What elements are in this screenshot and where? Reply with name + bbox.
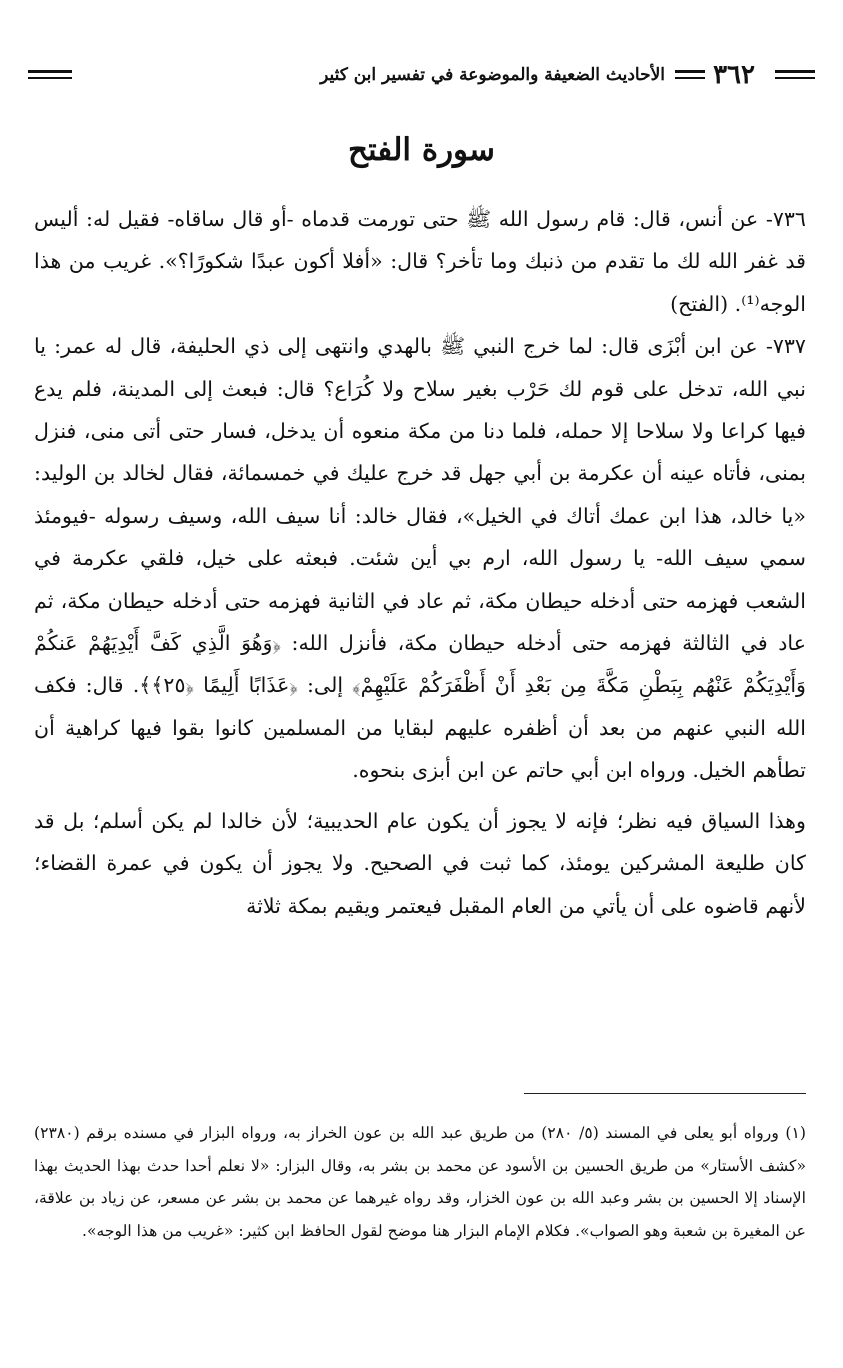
header-rule xyxy=(675,77,705,79)
hadith-736: ٧٣٦- عن أنس، قال: قام رسول الله ﷺ حتى تورمت قدماه -أو قال ساقاه- فقيل له: أليس قد غفر الله لك ما تقدم من ذنبك وما تأخر؟ قال: «أفلا أكون عبدًا شكورًا؟». غريب من هذا الوجه⁽¹⁾. (الفتح) xyxy=(34,207,806,316)
header-rule xyxy=(28,70,72,73)
header-rule xyxy=(775,77,815,79)
main-text xyxy=(34,198,806,927)
page-number: ٣٦٢ xyxy=(713,60,755,90)
footnote-separator xyxy=(524,1093,806,1094)
header-rule xyxy=(28,77,72,79)
page-header xyxy=(28,58,815,92)
surah-title: سورة الفتح xyxy=(347,132,496,168)
footnote-1: (١) ورواه أبو يعلى في المسند (٥/ ٢٨٠) من طريق عبد الله بن عون الخراز به، ورواه البزار في مسنده برقم (٢٣٨٠) «كشف الأستار» من طريق الحسين بن الأسود عن محمد بن بشر به، وقال البزار: «لا نعلم أحدا حدث بهذا الحديث بهذا الإسناد إلا الحسين بن بشر وعبد الله بن عون الخزار، وقد رواه غيرهما عن محمد بن بشر عن مسعر، عن زياد بن علاقة، عن المغيرة بن شعبة وهو الصواب». فكلام الإمام البزار هنا موضح لقول الحافظ ابن كثير: «غريب من هذا الوجه». xyxy=(34,1124,806,1240)
footnotes xyxy=(34,1117,806,1247)
hadith-737: ٧٣٧- عن ابن أبْزَى قال: لما خرج النبي ﷺ بالهدي وانتهى إلى ذي الحليفة، قال له عمر: يا نبي الله، تدخل على قوم لك حَرْب بغير سلاح ولا كُرَاع؟ قال: فبعث إلى المدينة، فلم يدع فيها كراعا ولا سلاحا إلا حمله، فلما دنا من مكة منعوه أن يدخل، فسار حتى أتى منى، فنزل بمنى، فأتاه عينه أن عكرمة بن أبي جهل قد خرج عليك في خمسمائة، فقال لخالد بن الوليد: «يا خالد، هذا ابن عمك أتاك في الخيل»، فقال خالد: أنا سيف الله، وسيف رسوله -فيومئذ سمي سيف الله- يا رسول الله، ارم بي أين شئت. فبعثه على خيل، فلقي عكرمة في الشعب فهزمه حتى أدخله حيطان مكة، ثم عاد في الثانية فهزمه حتى أدخله حيطان مكة، ثم عاد في الثالثة فهزمه حتى أدخله حيطان مكة، فأنزل الله: ﴿وَهُوَ الَّذِي كَفَّ أَيْدِيَهُمْ عَنكُمْ وَأَيْدِيَكُمْ عَنْهُم بِبَطْنِ مَكَّةَ مِن بَعْدِ أَنْ أَظْفَرَكُمْ عَلَيْهِمْ﴾ إلى: ﴿عَذَابًا أَلِيمًا ﴿٢٥﴾﴾. قال: فكف الله النبي عنهم من بعد أن أظفره عليهم لبقايا من المسلمين كانوا بقوا فيها كراهية أن تطأهم الخيل. ورواه ابن أبي حاتم عن ابن أبزى بنحوه. xyxy=(34,334,806,783)
header-rule xyxy=(775,70,815,73)
header-rule xyxy=(675,70,705,73)
commentary-paragraph: وهذا السياق فيه نظر؛ فإنه لا يجوز أن يكون عام الحديبية؛ لأن خالدا لم يكن أسلم؛ بل قد كان طليعة المشركين يومئذ، كما ثبت في الصحيح. ولا يجوز أن يكون في عمرة القضاء؛ لأنهم قاضوه على أن يأتي من العام المقبل فيعتمر ويقيم بمكة ثلاثة xyxy=(34,808,806,918)
running-title: الأحاديث الضعيفة والموضوعة في تفسير ابن كثير xyxy=(320,65,665,85)
